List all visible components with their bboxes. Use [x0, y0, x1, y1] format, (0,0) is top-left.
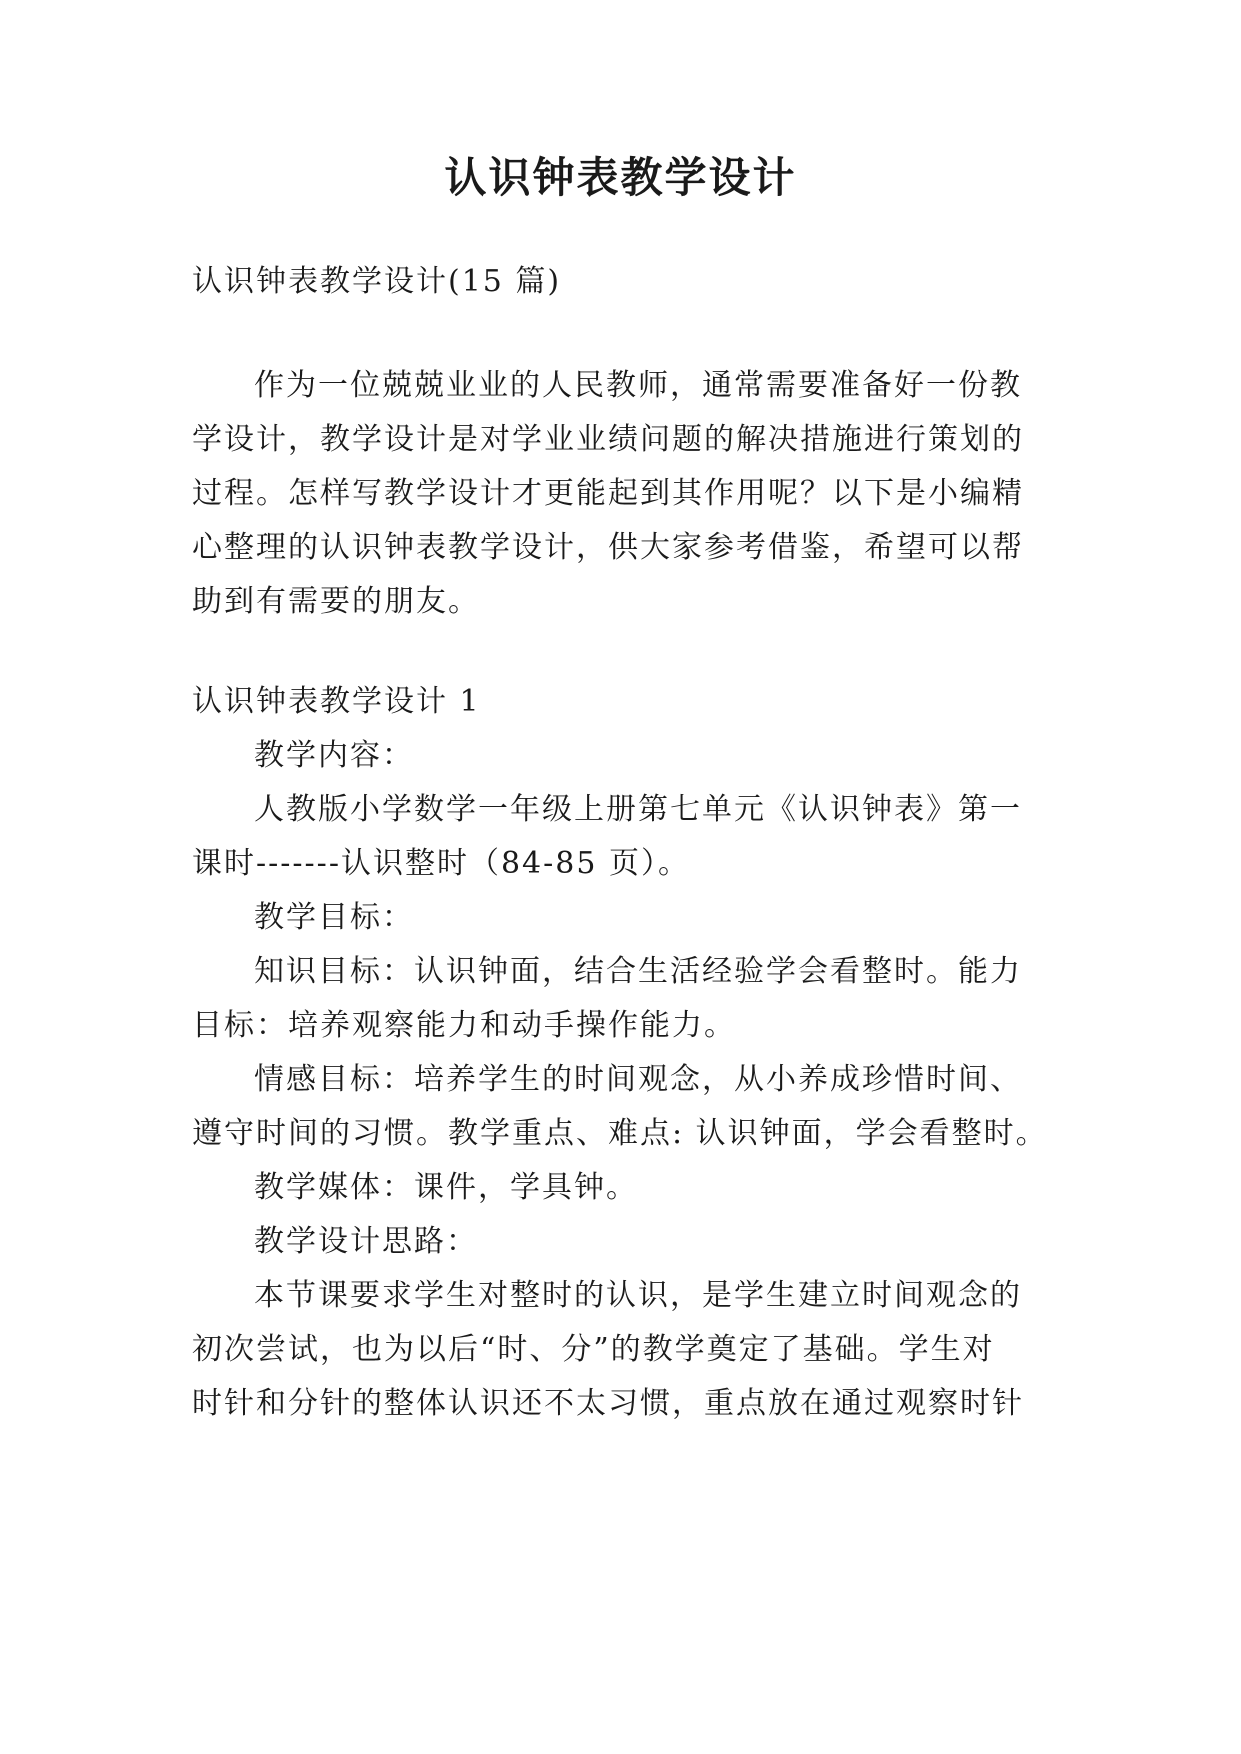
section-heading: 认识钟表教学设计 1	[192, 684, 481, 719]
intro-line: 学设计，教学设计是对学业业绩问题的解决措施进行策划的	[192, 422, 1024, 457]
goals-label: 教学目标：	[254, 900, 414, 935]
intro-line: 心整理的认识钟表教学设计，供大家参考借鉴，希望可以帮	[192, 530, 1024, 565]
design-line: 本节课要求学生对整时的认识，是学生建立时间观念的	[254, 1278, 1022, 1313]
document-title: 认识钟表教学设计	[444, 153, 797, 202]
design-line: 初次尝试，也为以后“时、分”的教学奠定了基础。学生对	[192, 1332, 995, 1367]
intro-line: 作为一位兢兢业业的人民教师，通常需要准备好一份教	[254, 368, 1022, 403]
intro-line: 助到有需要的朋友。	[192, 584, 480, 619]
content-line: 课时-------认识整时（84-85 页）。	[192, 846, 690, 881]
knowledge-goal-line: 知识目标：认识钟面，结合生活经验学会看整时。能力	[254, 954, 1022, 989]
content-line: 人教版小学数学一年级上册第七单元《认识钟表》第一	[254, 792, 1022, 827]
content-label: 教学内容：	[254, 738, 414, 773]
emotion-goal-line: 情感目标：培养学生的时间观念，从小养成珍惜时间、	[254, 1062, 1022, 1097]
design-line: 时针和分针的整体认识还不太习惯，重点放在通过观察时针	[192, 1386, 1024, 1421]
knowledge-goal-line: 目标：培养观察能力和动手操作能力。	[192, 1008, 736, 1043]
media-line: 教学媒体：课件，学具钟。	[254, 1170, 638, 1205]
design-label: 教学设计思路：	[254, 1224, 478, 1259]
intro-line: 过程。怎样写教学设计才更能起到其作用呢？以下是小编精	[192, 476, 1024, 511]
document-subtitle: 认识钟表教学设计(15 篇)	[192, 264, 562, 299]
emotion-goal-line: 遵守时间的习惯。教学重点、难点: 认识钟面，学会看整时。	[192, 1116, 1048, 1151]
